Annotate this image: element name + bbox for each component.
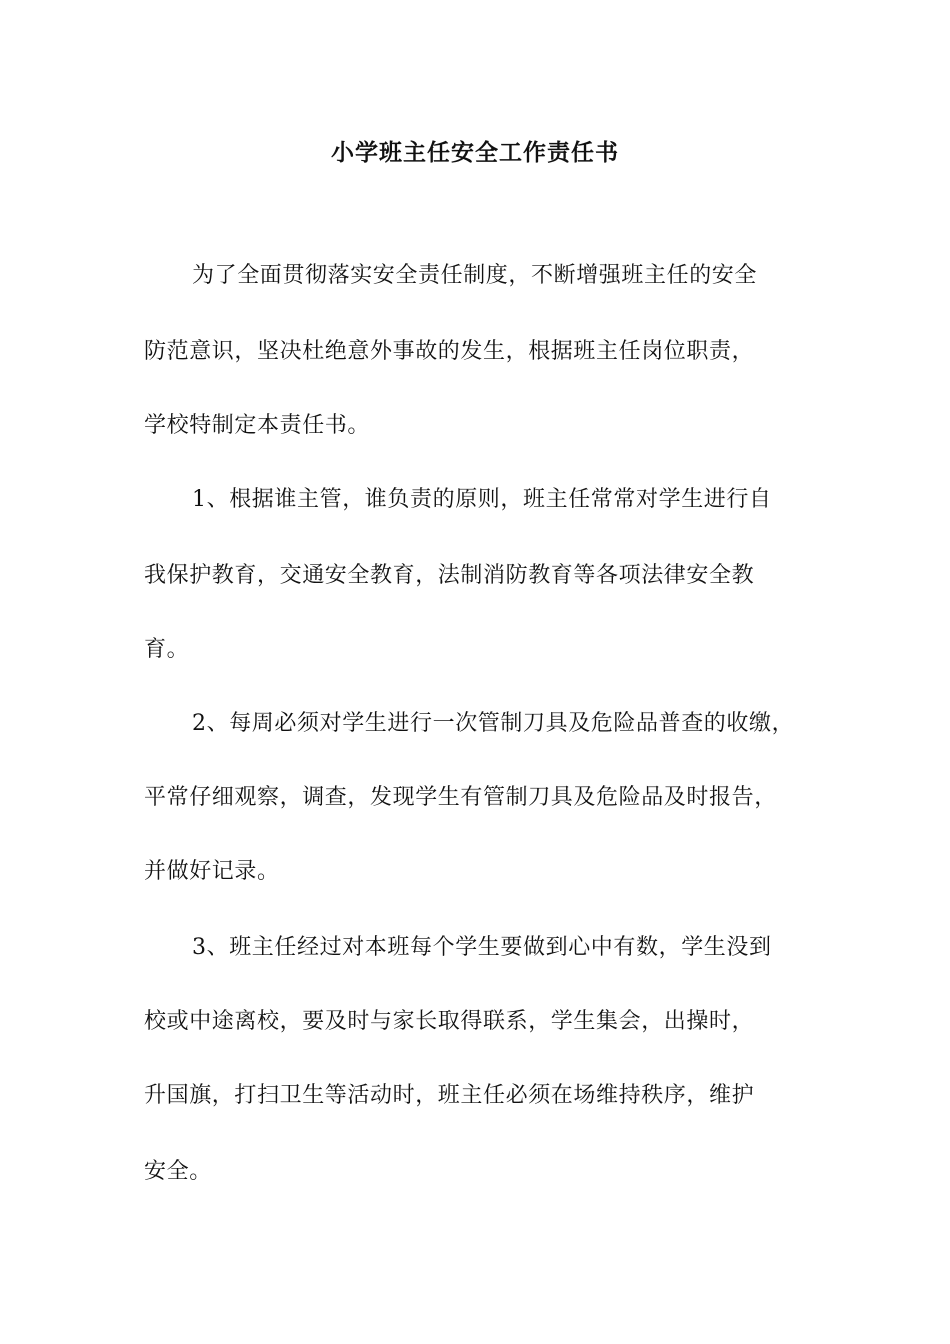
paragraph-line: 3、班主任经过对本班每个学生要做到心中有数，学生没到 [192, 935, 772, 960]
document-title: 小学班主任安全工作责任书 [331, 139, 619, 166]
paragraph-line: 并做好记录。 [144, 859, 280, 884]
paragraph-line: 1、根据谁主管，谁负责的原则，班主任常常对学生进行自 [192, 487, 772, 512]
paragraph-line: 安全。 [144, 1159, 212, 1184]
paragraph-line: 校或中途离校，要及时与家长取得联系，学生集会，出操时， [144, 1009, 755, 1034]
paragraph-line: 学校特制定本责任书。 [144, 413, 371, 438]
paragraph-line: 防范意识，坚决杜绝意外事故的发生，根据班主任岗位职责， [144, 339, 755, 364]
paragraph-line: 2、每周必须对学生进行一次管制刀具及危险品普查的收缴， [192, 711, 795, 736]
paragraph-line: 为了全面贯彻落实安全责任制度，不断增强班主任的安全 [192, 263, 758, 288]
paragraph-line: 我保护教育，交通安全教育，法制消防教育等各项法律安全教 [144, 563, 755, 588]
paragraph-line: 育。 [144, 637, 190, 662]
paragraph-line: 升国旗，打扫卫生等活动时，班主任必须在场维持秩序，维护 [144, 1083, 755, 1108]
paragraph-line: 平常仔细观察，调查，发现学生有管制刀具及危险品及时报告， [144, 785, 777, 810]
